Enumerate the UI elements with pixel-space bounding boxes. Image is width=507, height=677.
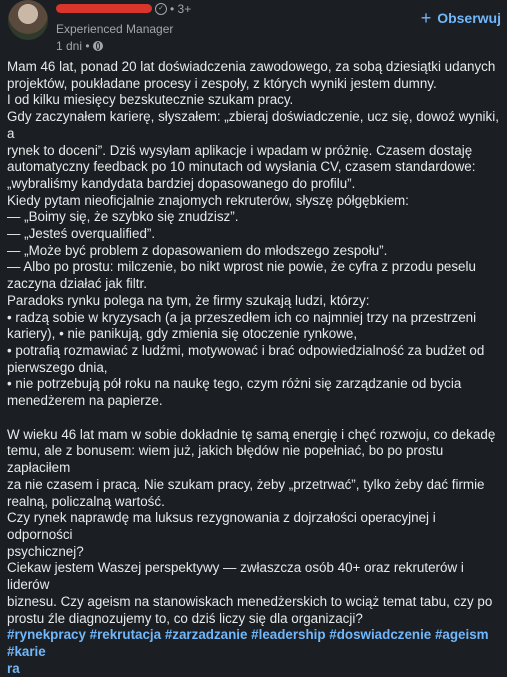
post-line: „wybraliśmy kandydata bardziej dopasowanego do profilu”. — [7, 175, 356, 191]
plus-icon: + — [420, 8, 432, 28]
post-line: temu, ale z bonusem: wiem już, jakich błędów nie popełniać, bo po prostu zapłaciłem — [7, 443, 444, 476]
connection-degree: • 3+ — [170, 2, 192, 16]
post-line: za nie czasem i pracą. Nie szukam pracy, żeby „przetrwać”, tylko żeby dać firmie — [7, 476, 485, 492]
author-avatar[interactable] — [8, 0, 48, 40]
post-line: pierwszego dnia, — [7, 359, 108, 375]
globe-icon — [93, 41, 103, 51]
author-meta — [155, 2, 191, 16]
post-line: prostu źle diagnozujemy to, co dziś liczy się dla organizacji? — [7, 610, 363, 626]
post-line: — „Boimy się, że szybko się znudzisz”. — [7, 209, 239, 225]
post-line: W wieku 46 lat mam w sobie dokładnie tę samą energię i chęć rozwoju, co dekadę — [7, 426, 496, 442]
post-line: • nie potrzebują pół roku na naukę tego, czym różni się zarządzanie od bycia — [7, 376, 462, 392]
post-line: rynek to doceni”. Dziś wysyłam aplikacje i wpadam w próżnię. Czasem dostaję — [7, 142, 473, 158]
post-line: I od kilku miesięcy bezskutecznie szukam pracy. — [7, 92, 294, 108]
paragraph-gap — [7, 410, 503, 427]
post-time — [56, 39, 103, 53]
post-line: Ciekaw jestem Waszej perspektywy — zwłaszcza osób 40+ oraz rekruterów i liderów — [7, 560, 464, 593]
post-line: • potrafią rozmawiać z ludźmi, motywować i brać odpowiedzialność za budżet od — [7, 342, 485, 358]
post-line: menedżerem na papierze. — [7, 393, 163, 409]
post-line: — Albo po prostu: milczenie, bo nikt wprost nie powie, że cyfra z przodu peselu — [7, 259, 476, 275]
post-line: — „Jesteś overqualified”. — [7, 226, 156, 242]
post-line: Kiedy pytam nieoficjalnie znajomych rekruterów, słyszę półgębkiem: — [7, 192, 409, 208]
follow-label: Obserwuj — [437, 10, 501, 26]
post-line: — „Może być problem z dopasowaniem do młodszego zespołu”. — [7, 242, 388, 258]
author-name-redacted[interactable] — [56, 4, 152, 13]
author-headline: Experienced Manager — [56, 22, 174, 36]
hashtags-line[interactable]: ra — [7, 660, 20, 676]
post-line: Paradoks rynku polega na tym, że firmy szukają ludzi, którzy: — [7, 292, 370, 308]
post-line: realną, policzalną wartość. — [7, 493, 165, 509]
post-line: Mam 46 lat, ponad 20 lat doświadczenia zawodowego, za sobą dziesiątki udanych — [7, 59, 496, 74]
hashtags-line[interactable]: #rynekpracy #rekrutacja #zarzadzanie #leadership #doswiadczenie #ageism #karie — [7, 627, 489, 659]
post-line: zaczyna działać jak filtr. — [7, 276, 147, 292]
post-line: kariery), • nie panikują, gdy zmienia się otoczenie rynkowe, — [7, 326, 358, 342]
post-line: projektów, poukładane procesy i zespoły, z których wyniki jestem dumny. — [7, 75, 437, 91]
post-line: psychicznej? — [7, 543, 84, 559]
post-line: Gdy zaczynałem karierę, słyszałem: „zbieraj doświadczenie, ucz się, dowoź wyniki, a — [7, 109, 499, 141]
post-line: Czy rynek naprawdę ma luksus rezygnowania z dojrzałości operacyjnej i odporności — [7, 510, 436, 542]
post-line: automatyczny feedback po 10 minutach od wysłania CV, czasem standardowe: — [7, 159, 476, 175]
verified-icon: ✓ — [155, 3, 167, 15]
post-line: • radzą sobie w kryzysach (a ja przeszedłem ich co najmniej trzy na przestrzeni — [7, 309, 477, 325]
post-line: biznesu. Czy ageism na stanowiskach menedżerskich to wciąż temat tabu, czy po — [7, 593, 493, 609]
follow-button[interactable] — [421, 10, 501, 26]
post-age: 1 dni • — [56, 39, 90, 53]
post-text — [7, 59, 503, 677]
